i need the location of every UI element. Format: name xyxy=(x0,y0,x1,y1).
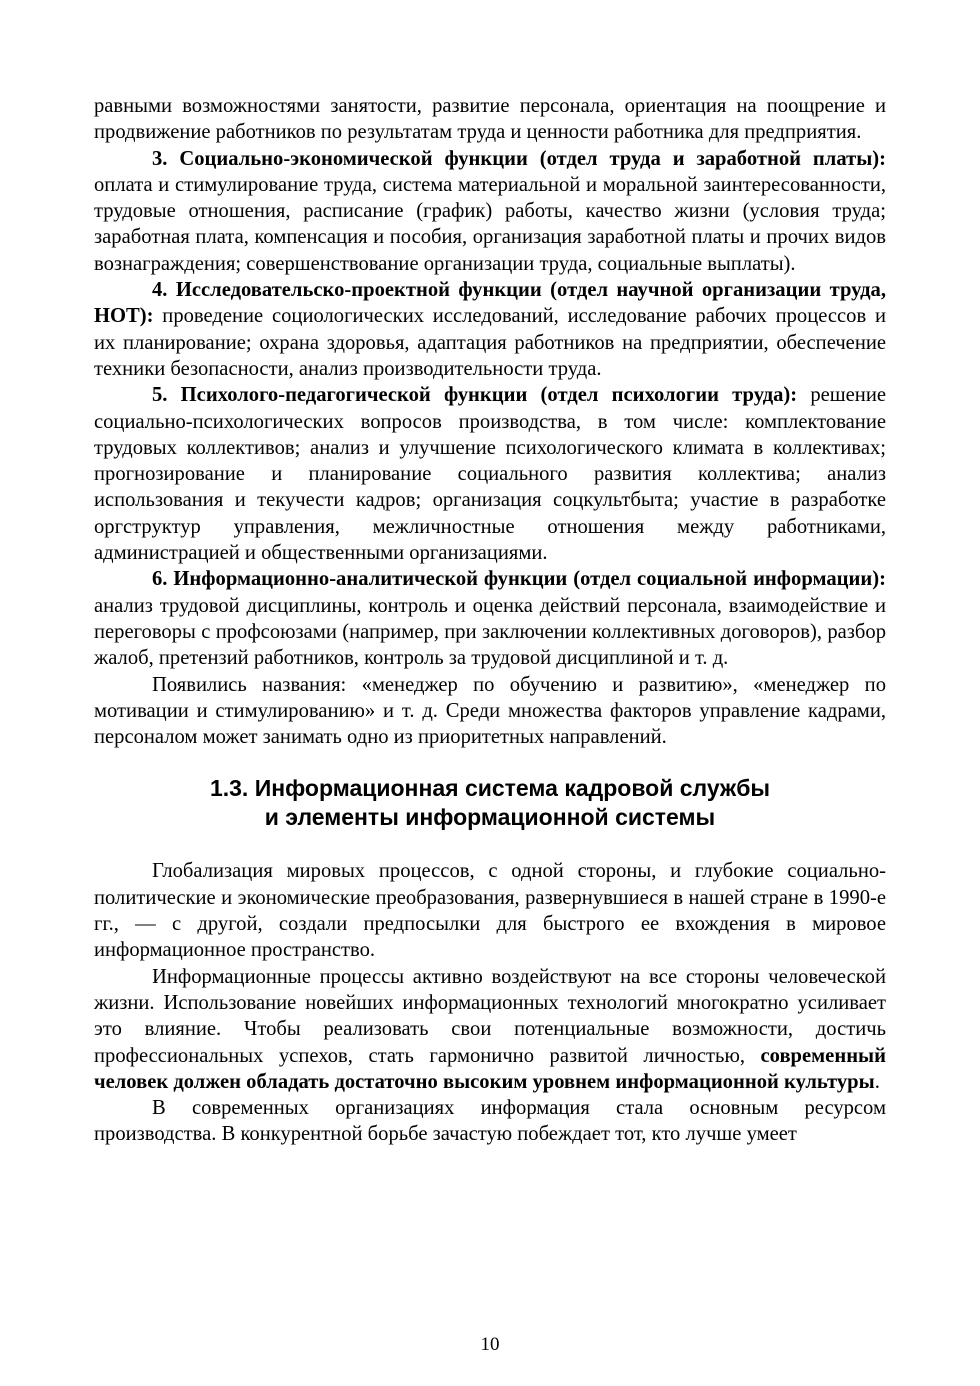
function-4-title: 4. Исследовательско-проектной функции (отдел научной организации труда, НОТ): xyxy=(94,279,886,328)
page-body xyxy=(94,93,886,1148)
paragraph-job-titles: Появились названия: «менеджер по обучению и развитию», «менеджер по мотивации и стимулированию» и т. д. Среди множества факторов управление кадрами, персоналом может занимать одно из приоритетных направлений. xyxy=(94,673,886,749)
section-heading xyxy=(94,774,886,832)
function-6-title: 6. Информационно-аналитической функции (отдел социальной информации): xyxy=(152,568,886,591)
emphasis-information-culture: современный человек должен обладать достаточно высоким уровнем информационной культуры xyxy=(94,1044,886,1093)
section-heading-line-1: 1.3. Информационная система кадровой службы xyxy=(209,775,771,802)
function-3-title: 3. Социально-экономической функции (отдел труда и заработной платы): xyxy=(152,147,886,170)
paragraph-function-6: 6. Информационно-аналитической функции (отдел социальной информации): анализ трудовой дисциплины, контроль и оценка действий персонала, взаимодействие и переговоры с профсоюзами (например, при заключении коллективных договоров), разбор жалоб, претензий работников, контроль за трудовой дисциплиной и т. д. xyxy=(94,568,886,670)
function-5-title: 5. Психолого-педагогической функции (отдел психологии труда): xyxy=(152,384,798,407)
paragraph-function-5: 5. Психолого-педагогической функции (отдел психологии труда): решение социально-психологических вопросов производства, в том числе: комплектование трудовых коллективов; анализ и улучшение психологического климата в коллективах; прогнозирование и планирование социального развития коллектива; анализ использования и текучести кадров; организация соцкультбыта; участие в разработке оргструктур управления, межличностные отношения между работниками, администрацией и общественными организациями. xyxy=(94,384,886,565)
page-number: 10 xyxy=(480,1334,500,1355)
paragraph-function-3: 3. Социально-экономической функции (отдел труда и заработной платы): оплата и стимулирование труда, система материальной и моральной заинтересованности, трудовые отношения, расписание (график) работы, качество жизни (условия труда; заработная плата, компенсация и пособия, организация заработной платы и прочих видов вознаграждения; совершенствование организации труда, социальные выплаты). xyxy=(94,147,886,275)
paragraph-information-processes: Информационные процессы активно воздействуют на все стороны человеческой жизни. Использование новейших информационных технологий многократно усиливает это влияние. Чтобы реализовать свои потенциальные возможности, достичь профессиональных успехов, стать гармонично развитой личностью, современный человек должен обладать достаточно высоким уровнем информационной культуры. xyxy=(94,965,886,1093)
paragraph-function-4: 4. Исследовательско-проектной функции (отдел научной организации труда, НОТ): проведение социологических исследований, исследование рабочих процессов и их планирование; охрана здоровья, адаптация работников на предприятии, обеспечение техники безопасности, анализ производительности труда. xyxy=(94,279,886,380)
section-heading-line-2: и элементы информационной системы xyxy=(264,804,716,831)
paragraph-organizations: В современных организациях информация стала основным ресурсом производства. В конкурентной борьбе зачастую побеждает тот, кто лучше умеет xyxy=(94,1097,886,1146)
paragraph-globalization: Глобализация мировых процессов, с одной стороны, и глубокие социально-политические и экономические преобразования, развернувшиеся в нашей стране в 1990-е гг., — с другой, создали предпосылки для быстрого ее вхождения в мировое информационное пространство. xyxy=(94,860,886,962)
paragraph-intro-continuation: равными возможностями занятости, развитие персонала, ориентация на поощрение и продвижение работников по результатам труда и ценности работника для предприятия. xyxy=(94,95,886,144)
